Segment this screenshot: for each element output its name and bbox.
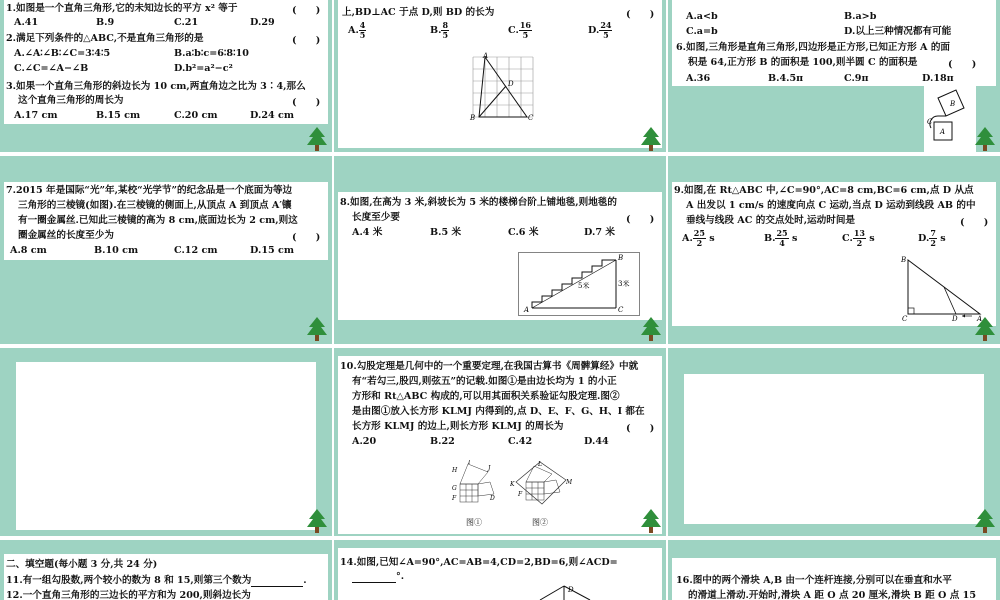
- vertex-a-label: A: [483, 52, 489, 60]
- question-text: 上,BD⊥AC 于点 D,则 BD 的长为: [342, 7, 495, 18]
- vertex-b-label: B: [470, 114, 476, 122]
- q2-option-c: C.∠C=∠A−∠B: [14, 63, 89, 74]
- vertex-c-label: C: [528, 114, 534, 122]
- question-11: 11.有一组勾股数,两个较小的数为 8 和 15,则第三个数为 .: [6, 575, 307, 586]
- option-c: C.42: [508, 436, 533, 447]
- point-a-label: A: [524, 306, 530, 314]
- slide-7-card: [16, 362, 316, 530]
- option-c: C.6 米: [508, 227, 539, 238]
- section-heading: 二、填空题(每小题 3 分,共 24 分): [6, 559, 158, 570]
- slope-length-label: 5米: [578, 282, 590, 290]
- q3-option-b: B.15 cm: [96, 110, 141, 121]
- question-10-line-4: 是由图①放入长方形 KLMJ 内得到的,点 D、E、F、G、H、I 都在: [352, 406, 645, 417]
- tree-icon: [640, 316, 662, 342]
- vertex-d-label: D: [508, 80, 514, 88]
- question-3-line-2: 这个直角三角形的周长为: [18, 95, 124, 106]
- option-a: A.a<b: [686, 11, 718, 22]
- tree-icon: [974, 126, 996, 152]
- vertex-a-label: A: [977, 315, 983, 322]
- question-7-line-1: 7.2015 年是国际“光”年,某校“光学节”的纪念品是一个底面为等边: [6, 185, 293, 196]
- slide-10[interactable]: [0, 540, 332, 600]
- answer-bracket: ( ): [292, 232, 321, 243]
- answer-bracket: ( ): [626, 423, 655, 434]
- tree-icon: [974, 316, 996, 342]
- slide-12[interactable]: [668, 540, 1000, 600]
- option-d: D.7 米: [584, 227, 615, 238]
- slide-6[interactable]: [668, 156, 1000, 344]
- slide-11[interactable]: [334, 540, 666, 600]
- question-9-line-1: 9.如图,在 Rt△ABC 中,∠C=90°,AC=8 cm,BC=6 cm,点 D 从点: [674, 185, 974, 196]
- grid-triangle-figure: [468, 52, 538, 122]
- q6-option-c: C.9π: [844, 73, 869, 84]
- square-b-label: B: [950, 100, 956, 108]
- question-7-line-4: 圈金属丝的长度至少为: [18, 230, 114, 241]
- square-a-label: A: [940, 128, 946, 136]
- question-14: 14.如图,已知∠A=90°,AC=AB=4,CD=2,BD=6,则∠ACD=: [340, 557, 618, 568]
- q1-option-c: C.21: [174, 17, 199, 28]
- answer-bracket: ( ): [626, 214, 655, 225]
- point-d-label: D: [568, 586, 574, 594]
- semicircle-c-label: C: [927, 118, 933, 126]
- question-3-line-1: 3.如果一个直角三角形的斜边长为 10 cm,两直角边之比为 3∶4,那么: [6, 81, 306, 92]
- question-10-line-3: 方形和 Rt△ABC 构成的,可以用其面积关系验证勾股定理.图②: [352, 391, 620, 402]
- slide-1[interactable]: [0, 0, 332, 152]
- slide-4-card: [4, 182, 328, 260]
- tree-icon: [640, 126, 662, 152]
- option-a: A. $\frac{25}{2}$ s: [682, 228, 715, 248]
- answer-bracket: ( ): [292, 35, 321, 46]
- q2-option-b: B.a∶b∶c=6∶8∶10: [174, 48, 249, 59]
- svg-text:F: F: [452, 495, 457, 502]
- slide-2[interactable]: [334, 0, 666, 152]
- option-c: C.12 cm: [174, 245, 218, 256]
- point-c-label: C: [618, 306, 624, 314]
- question-2: 2.满足下列条件的△ABC,不是直角三角形的是: [6, 33, 204, 44]
- figure-2-caption: 图②: [532, 518, 548, 527]
- tree-icon: [306, 316, 328, 342]
- tree-icon: [640, 508, 662, 534]
- option-c: C. $\frac{13}{2}$ s: [842, 228, 875, 248]
- svg-text:M: M: [566, 479, 572, 486]
- option-d: D.44: [584, 436, 609, 447]
- question-16-line-1: 16.图中的两个滑块 A,B 由一个连杆连接,分别可以在垂直和水平: [676, 575, 952, 586]
- q3-option-a: A.17 cm: [14, 110, 58, 121]
- pythagoras-figure-2: [510, 460, 572, 508]
- slide-6-card: [672, 182, 996, 326]
- svg-text:J: J: [488, 465, 491, 472]
- q1-option-b: B.9: [96, 17, 115, 28]
- staircase-figure: [518, 252, 640, 316]
- point-d-label: D: [952, 315, 958, 322]
- svg-text:G: G: [452, 485, 457, 492]
- question-9-line-3: 垂线与线段 AC 的交点处时,运动时间是: [686, 215, 856, 226]
- slide-1-card: [4, 0, 328, 124]
- svg-text:F: F: [518, 491, 523, 498]
- question-1: 1.如图是一个直角三角形,它的未知边长的平方 x² 等于: [6, 3, 238, 14]
- height-label: 3米: [618, 280, 630, 288]
- option-b: B. $\frac{8}{5}$: [430, 20, 449, 40]
- question-8-line-2: 长度至少要: [352, 212, 400, 223]
- slide-11-card: [338, 548, 662, 600]
- answer-bracket: ( ): [292, 97, 321, 108]
- point-b-label: B: [618, 254, 624, 262]
- tree-icon: [974, 508, 996, 534]
- question-14-blank: °.: [352, 570, 404, 583]
- slide-10-card: [4, 554, 328, 600]
- slide-12-card: [672, 558, 996, 600]
- svg-text:I: I: [468, 460, 471, 466]
- vertex-c-label: C: [902, 315, 908, 322]
- slide-8[interactable]: [334, 348, 666, 536]
- option-b: B.10 cm: [94, 245, 139, 256]
- q6-option-b: B.4.5π: [768, 73, 804, 84]
- option-c: C. $\frac{16}{5}$: [508, 20, 531, 40]
- tree-icon: [306, 508, 328, 534]
- option-d: D.15 cm: [250, 245, 295, 256]
- answer-bracket: ( ): [960, 217, 989, 228]
- q3-option-d: D.24 cm: [250, 110, 295, 121]
- svg-text:H: H: [452, 467, 458, 474]
- q3-option-c: C.20 cm: [174, 110, 218, 121]
- answer-bracket: ( ): [292, 5, 321, 16]
- slide-5[interactable]: [334, 156, 666, 344]
- q2-option-a: A.∠A∶∠B∶∠C=3∶4∶5: [14, 48, 111, 59]
- slide-3[interactable]: [668, 0, 1000, 152]
- q6-option-a: A.36: [686, 73, 711, 84]
- svg-text:L: L: [538, 461, 542, 468]
- question-10-line-2: 有“若勾三,股四,则弦五”的记载.如图①是由边长均为 1 的小正: [352, 376, 617, 387]
- option-b: B. $\frac{25}{4}$ s: [764, 228, 798, 248]
- option-d: D. $\frac{7}{2}$ s: [918, 228, 946, 248]
- question-10-line-5: 长方形 KLMJ 的边上,则长方形 KLMJ 的周长为: [352, 421, 564, 432]
- figure-1-caption: 图①: [466, 518, 482, 527]
- question-10-line-1: 10.勾股定理是几何中的一个重要定理,在我国古算书《周髀算经》中就: [340, 361, 639, 372]
- slide-9[interactable]: [668, 348, 1000, 536]
- svg-text:D: D: [490, 495, 495, 502]
- question-6-line-2: 积是 64,正方形 B 的面积是 100,则半圆 C 的面积是: [688, 57, 918, 68]
- option-b: B.a>b: [844, 11, 877, 22]
- slide-7[interactable]: [0, 348, 332, 536]
- option-b: B.5 米: [430, 227, 462, 238]
- q2-option-d: D.b²=a²−c²: [174, 63, 233, 74]
- option-d: D. $\frac{24}{5}$: [588, 20, 612, 40]
- answer-bracket: ( ): [626, 9, 655, 20]
- quadrilateral-figure: [530, 584, 600, 600]
- q6-option-d: D.18π: [922, 73, 954, 84]
- question-9-line-2: A 出发以 1 cm/s 的速度向点 C 运动,当点 D 运动到线段 AB 的中: [686, 200, 976, 211]
- question-6-line-1: 6.如图,三角形是直角三角形,四边形是正方形,已知正方形 A 的面: [676, 42, 951, 53]
- question-16-line-2: 的滑道上滑动.开始时,滑块 A 距 O 点 20 厘米,滑块 B 距 O 点 15: [688, 590, 977, 600]
- option-a: A. $\frac{4}{5}$: [348, 20, 366, 40]
- question-7-line-2: 三角形的三棱镜(如图).在三棱镜的侧面上,从顶点 A 到顶点 A′镶: [18, 200, 292, 211]
- slide-3-card: [672, 0, 996, 86]
- answer-bracket: ( ): [948, 59, 977, 70]
- option-d: D.以上三种情况都有可能: [844, 26, 952, 37]
- slide-2-card: [338, 0, 662, 148]
- slide-4[interactable]: [0, 156, 332, 344]
- vertex-b-label: B: [901, 256, 907, 264]
- pythagoras-figure-1: [450, 460, 496, 508]
- slide-5-card: [338, 192, 662, 320]
- squares-semicircle-figure: [924, 86, 976, 152]
- slide-8-card: [338, 356, 662, 534]
- option-a: A.4 米: [352, 227, 383, 238]
- tree-icon: [306, 126, 328, 152]
- option-a: A.20: [352, 436, 377, 447]
- option-a: A.8 cm: [10, 245, 47, 256]
- option-c: C.a=b: [686, 26, 718, 37]
- question-8-line-1: 8.如图,在高为 3 米,斜坡长为 5 米的楼梯台阶上铺地毯,则地毯的: [340, 197, 617, 208]
- slide-9-card: [684, 374, 984, 524]
- option-b: B.22: [430, 436, 455, 447]
- q1-option-d: D.29: [250, 17, 275, 28]
- right-triangle-figure: [900, 254, 984, 322]
- question-12: 12.一个直角三角形的三边长的平方和为 200,则斜边长为: [6, 589, 291, 600]
- q1-option-a: A.41: [14, 17, 39, 28]
- question-7-line-3: 有一圈金属丝.已知此三棱镜的高为 8 cm,底面边长为 2 cm,则这: [18, 215, 298, 226]
- svg-text:K: K: [510, 481, 515, 488]
